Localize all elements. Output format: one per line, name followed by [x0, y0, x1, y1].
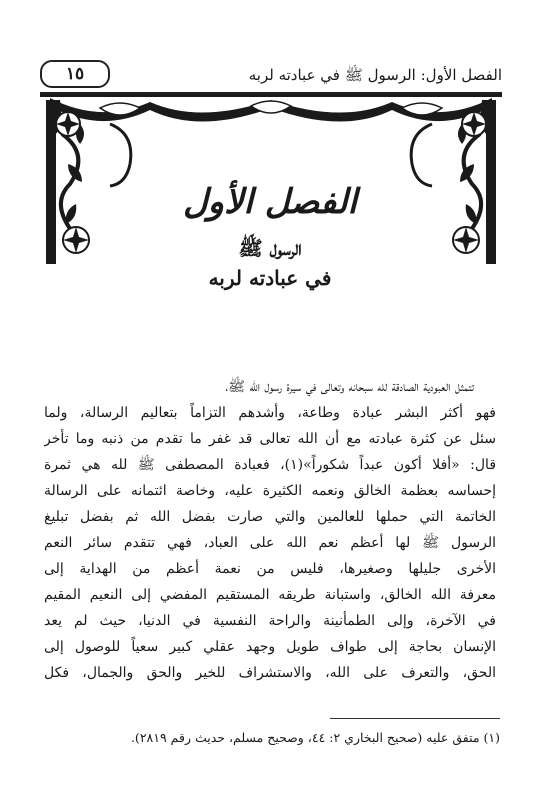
body-line: معرفة الله الخالق، واستبانة طريقه المستقيم المفضي إلى النعيم المقيم: [44, 587, 496, 603]
footnote-separator: [330, 718, 500, 719]
chapter-subtitle-line2: في عبادته لربه: [208, 266, 332, 290]
body-line: في الآخرة، وإلى الطمأنينة والراحة النفسية في الدنيا، حيث لم يعد: [44, 613, 496, 629]
body-line: سئل عن كثرة عبادته مع أن الله تعالى قد غفر ما تقدم من ذنبه وما تأخر: [44, 431, 496, 447]
page-number: ١٥: [40, 60, 110, 88]
body-line: فهو أكثر البشر عبادة وطاعة، وأشدهم التزاماً بتعاليم الرسالة، ولما: [44, 405, 496, 421]
body-line: الإنسان بحاجة إلى طواف طويل وجهد عقلي كبير سعياً للوصول إلى: [44, 639, 496, 655]
running-title: الفصل الأول: الرسول ﷺ في عبادته لربه: [248, 66, 502, 84]
body-line: إحساسه بعظمة الخالق ونعمه الكثيرة عليه، وخاصة ائتمانه على الرسالة: [44, 483, 496, 499]
body-line: تتمثل العبودية الصادقة لله سبحانه وتعالى في سيرة رسول الله ﷺ،: [225, 379, 474, 395]
body-line: الحق، والتعرف على الله، والاستشراف للخير والحق والجمال، فكل: [44, 665, 496, 681]
footnote: (١) متفق عليه (صحيح البخاري ٢: ٤٤، وصحيح مسلم، حديث رقم ٢٨١٩).: [130, 730, 500, 745]
chapter-title: الفصل الأول: [182, 182, 358, 222]
body-line: الخاتمة التي حملها للعالمين والتي صارت بفضل الله ثم بفضل تبليغ: [44, 509, 496, 525]
body-line: قال: «أفلا أكون عبداً شكوراً»(١)، فعبادة المصطفى ﷺ لله هي ثمرة: [44, 457, 496, 473]
chapter-subtitle-line1: الرسول ﷺ: [238, 236, 302, 260]
body-paragraph: [44, 374, 496, 686]
body-line: الأخرى جليلها وصغيرها، فليس من نعمة أعظم من الهداية إلى: [44, 561, 496, 577]
body-line: الرسول ﷺ لها أعظم نعم الله على العباد، فهي تتقدم سائر النعم: [44, 535, 496, 551]
running-header: [40, 60, 502, 94]
